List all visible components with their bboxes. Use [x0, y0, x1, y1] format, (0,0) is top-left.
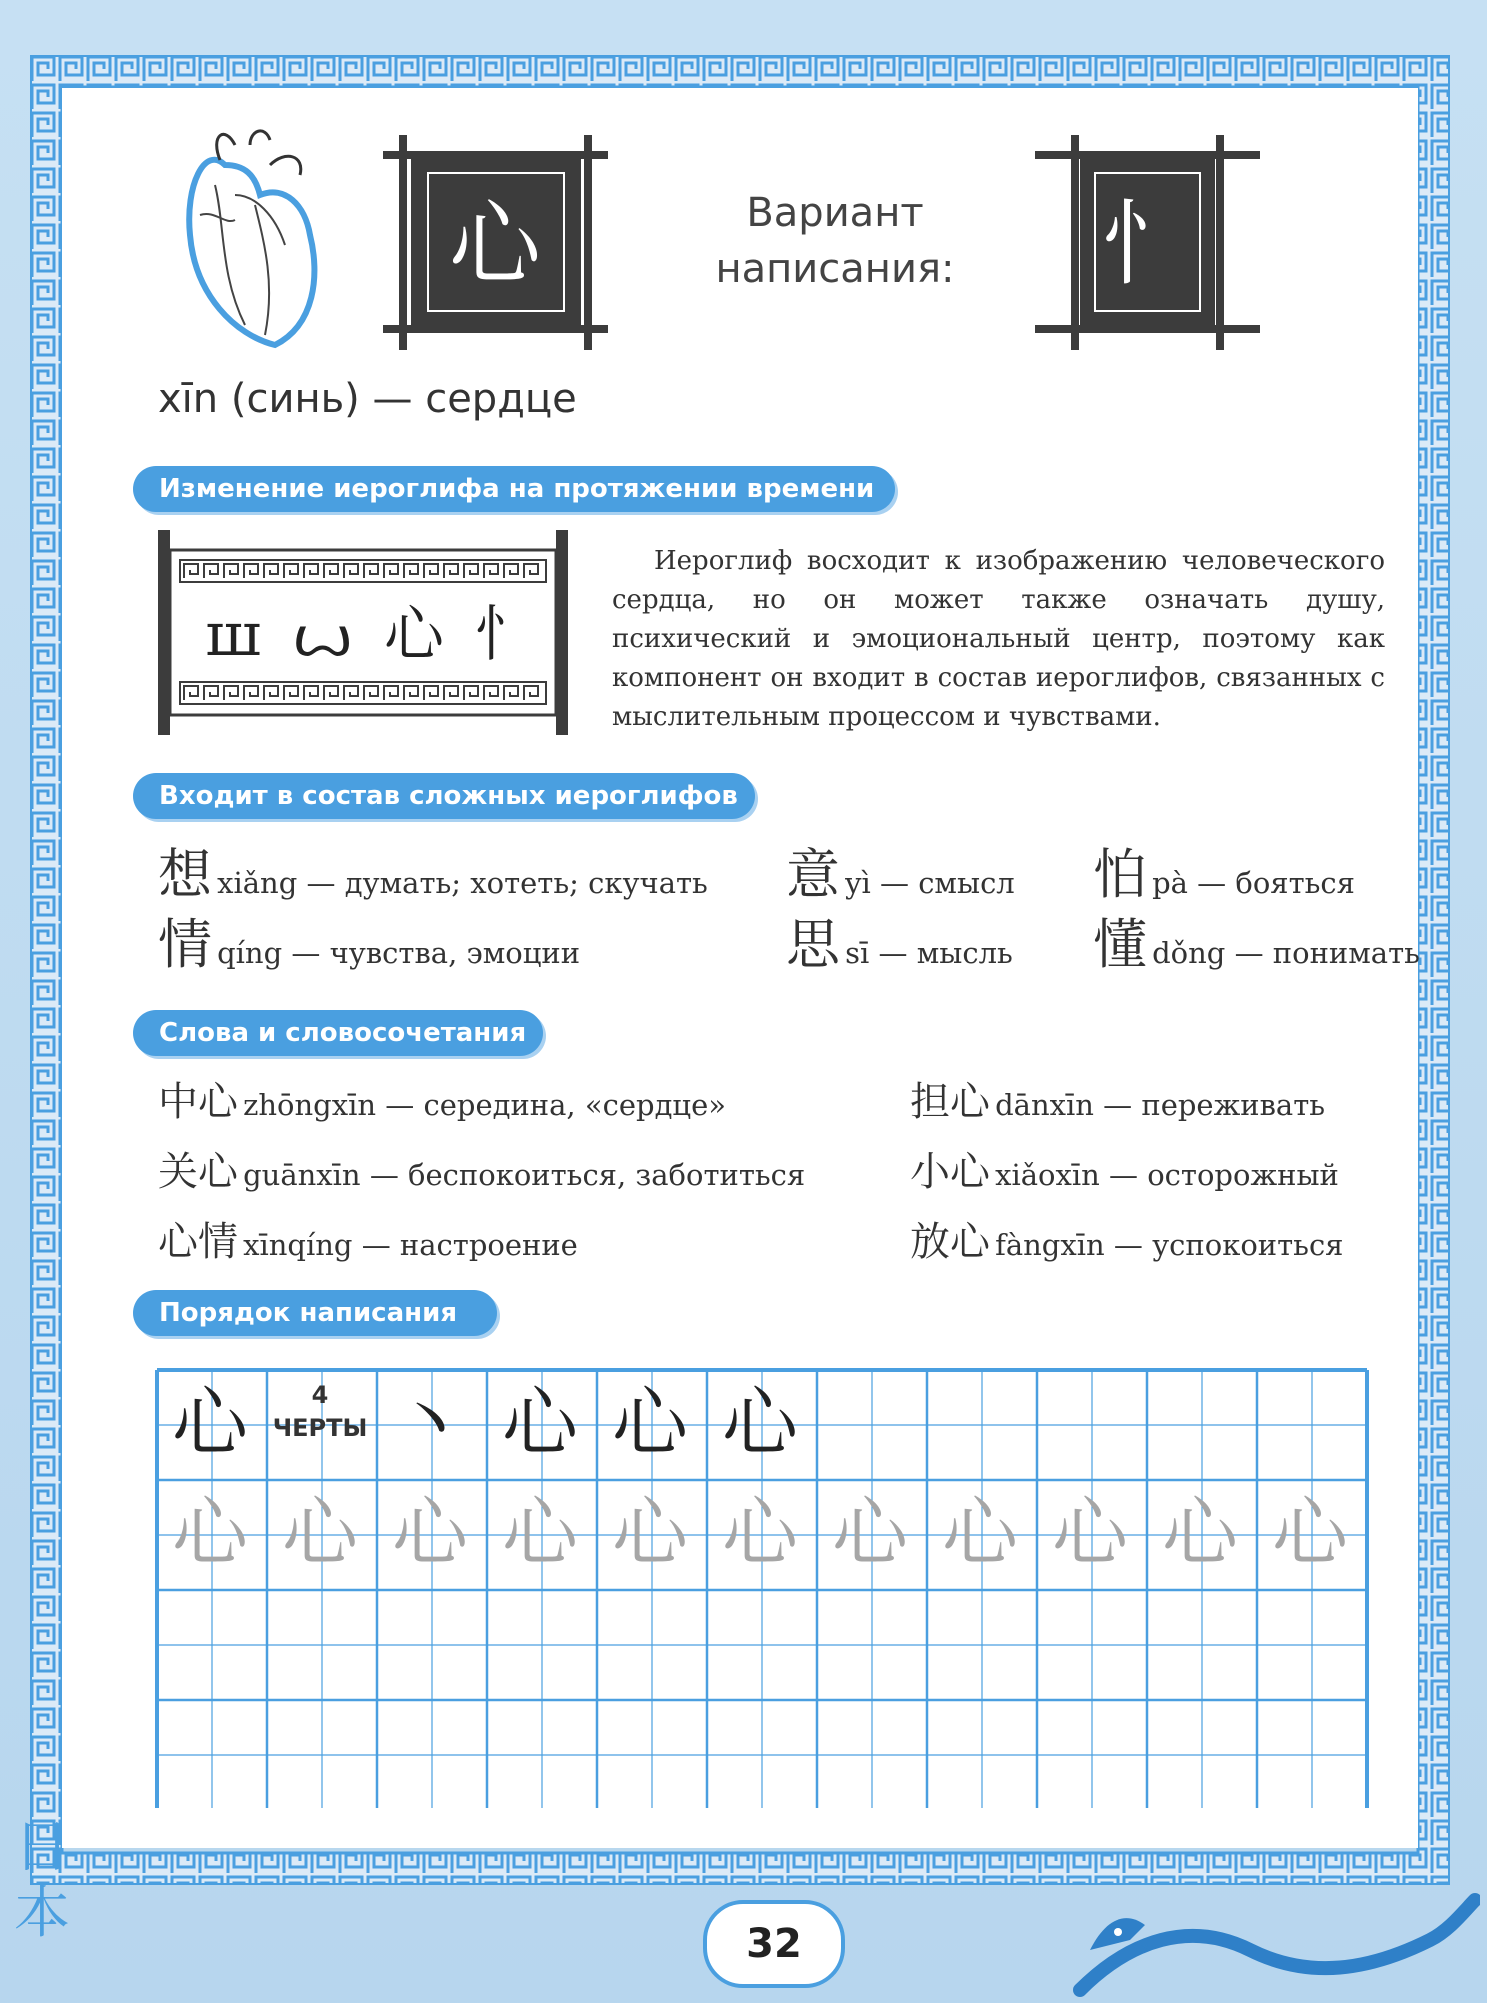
compound-text: yì — смысл — [845, 866, 1015, 900]
compound-text: qíng — чувства, эмоции — [217, 936, 581, 970]
word-chars: 中心 — [158, 1079, 238, 1125]
section-evolution: Изменение иероглифа на протяжении времени — [133, 466, 895, 512]
compound-char: 情 — [158, 913, 212, 976]
trace-char: 心 — [172, 1488, 248, 1577]
stroke-count — [265, 1380, 375, 1446]
compound-list — [158, 832, 1458, 982]
word-item — [158, 1210, 578, 1267]
trace-char: 心 — [722, 1488, 798, 1577]
trace-char: 心 — [392, 1488, 468, 1577]
compound-char: 思 — [786, 913, 840, 976]
compound-item — [158, 832, 708, 909]
compound-char: 意 — [786, 843, 840, 906]
trace-row — [155, 1478, 1365, 1588]
trace-char: 心 — [612, 1488, 688, 1577]
evolution-char-1: ш — [205, 600, 262, 670]
compound-char: 想 — [158, 843, 212, 906]
word-chars: 小心 — [910, 1149, 990, 1195]
stroke-step: 丶 — [392, 1378, 468, 1467]
compound-text: sī — мысль — [845, 936, 1013, 970]
word-chars: 放心 — [910, 1219, 990, 1265]
heart-illustration — [165, 125, 325, 355]
variant-label — [680, 185, 990, 297]
word-text: dānxīn — переживать — [995, 1088, 1326, 1122]
stroke-step: 心 — [612, 1378, 688, 1467]
section-components: Входит в состав сложных иероглифов — [133, 773, 755, 819]
stroke-count-label: ЧЕРТЫ — [272, 1414, 368, 1442]
main-char: 心 — [448, 191, 541, 298]
compound-text: xiǎng — думать; хотеть; скучать — [217, 866, 708, 900]
word-item — [158, 1070, 726, 1127]
compound-item — [786, 902, 1013, 979]
compound-text: pà — бояться — [1152, 866, 1355, 900]
side-chars: 日本 — [14, 1815, 70, 1946]
trace-char: 心 — [1052, 1488, 1128, 1577]
section-words: Слова и словосочетания — [133, 1010, 543, 1056]
word-text: guānxīn — беспокоиться, заботиться — [243, 1158, 806, 1192]
word-item — [158, 1140, 805, 1197]
description-text: Иероглиф восходит к изображению человеческого сердца, но он может также означать душу, психический и эмоциональный центр, поэтому как компонент он входит в состав иероглифов, связанных с мыслительным процессом и чувствами. — [612, 546, 1385, 732]
trace-char: 心 — [282, 1488, 358, 1577]
compound-item — [158, 902, 580, 979]
word-text: zhōngxīn — середина, «сердце» — [243, 1088, 726, 1122]
compound-char: 怕 — [1093, 843, 1147, 906]
variant-label-line2: написания: — [715, 246, 955, 292]
page-title: xīn (синь) — сердце — [158, 376, 577, 422]
word-chars: 关心 — [158, 1149, 238, 1195]
compound-char: 懂 — [1093, 913, 1147, 976]
compound-item — [1093, 902, 1420, 979]
variant-char: 忄 — [1101, 191, 1194, 298]
word-chars: 担心 — [910, 1079, 990, 1125]
compound-text: dǒng — понимать — [1152, 936, 1420, 970]
stroke-grid — [155, 1368, 1373, 1808]
trace-char: 心 — [1272, 1488, 1348, 1577]
stroke-count-number: 4 — [311, 1381, 329, 1409]
word-chars: 心情 — [158, 1219, 238, 1265]
trace-char: 心 — [832, 1488, 908, 1577]
word-item — [910, 1210, 1343, 1267]
stroke-step: 心 — [722, 1378, 798, 1467]
compound-item — [786, 832, 1015, 909]
trace-char: 心 — [1162, 1488, 1238, 1577]
page-number: 32 — [703, 1900, 845, 1988]
stroke-step: 心 — [502, 1378, 578, 1467]
stroke-model-char: 心 — [172, 1378, 248, 1467]
evolution-char-4: 忄 — [474, 600, 535, 670]
section-stroke-order: Порядок написания — [133, 1290, 497, 1336]
compound-item — [1093, 832, 1355, 909]
word-text: xīnqíng — настроение — [243, 1228, 578, 1262]
word-text: fàngxīn — успокоиться — [995, 1228, 1344, 1262]
word-list — [158, 1070, 1448, 1280]
evolution-char-3: 心 — [384, 600, 445, 670]
variant-label-line1: Вариант — [746, 190, 924, 236]
word-item — [910, 1070, 1325, 1127]
word-text: xiǎoxīn — осторожный — [995, 1158, 1339, 1192]
word-item — [910, 1140, 1339, 1197]
evolution-char-2: ꙍ — [291, 600, 354, 670]
trace-char: 心 — [502, 1488, 578, 1577]
dragon-decoration — [1070, 1880, 1480, 2000]
trace-char: 心 — [942, 1488, 1018, 1577]
evolution-chars — [190, 595, 550, 675]
